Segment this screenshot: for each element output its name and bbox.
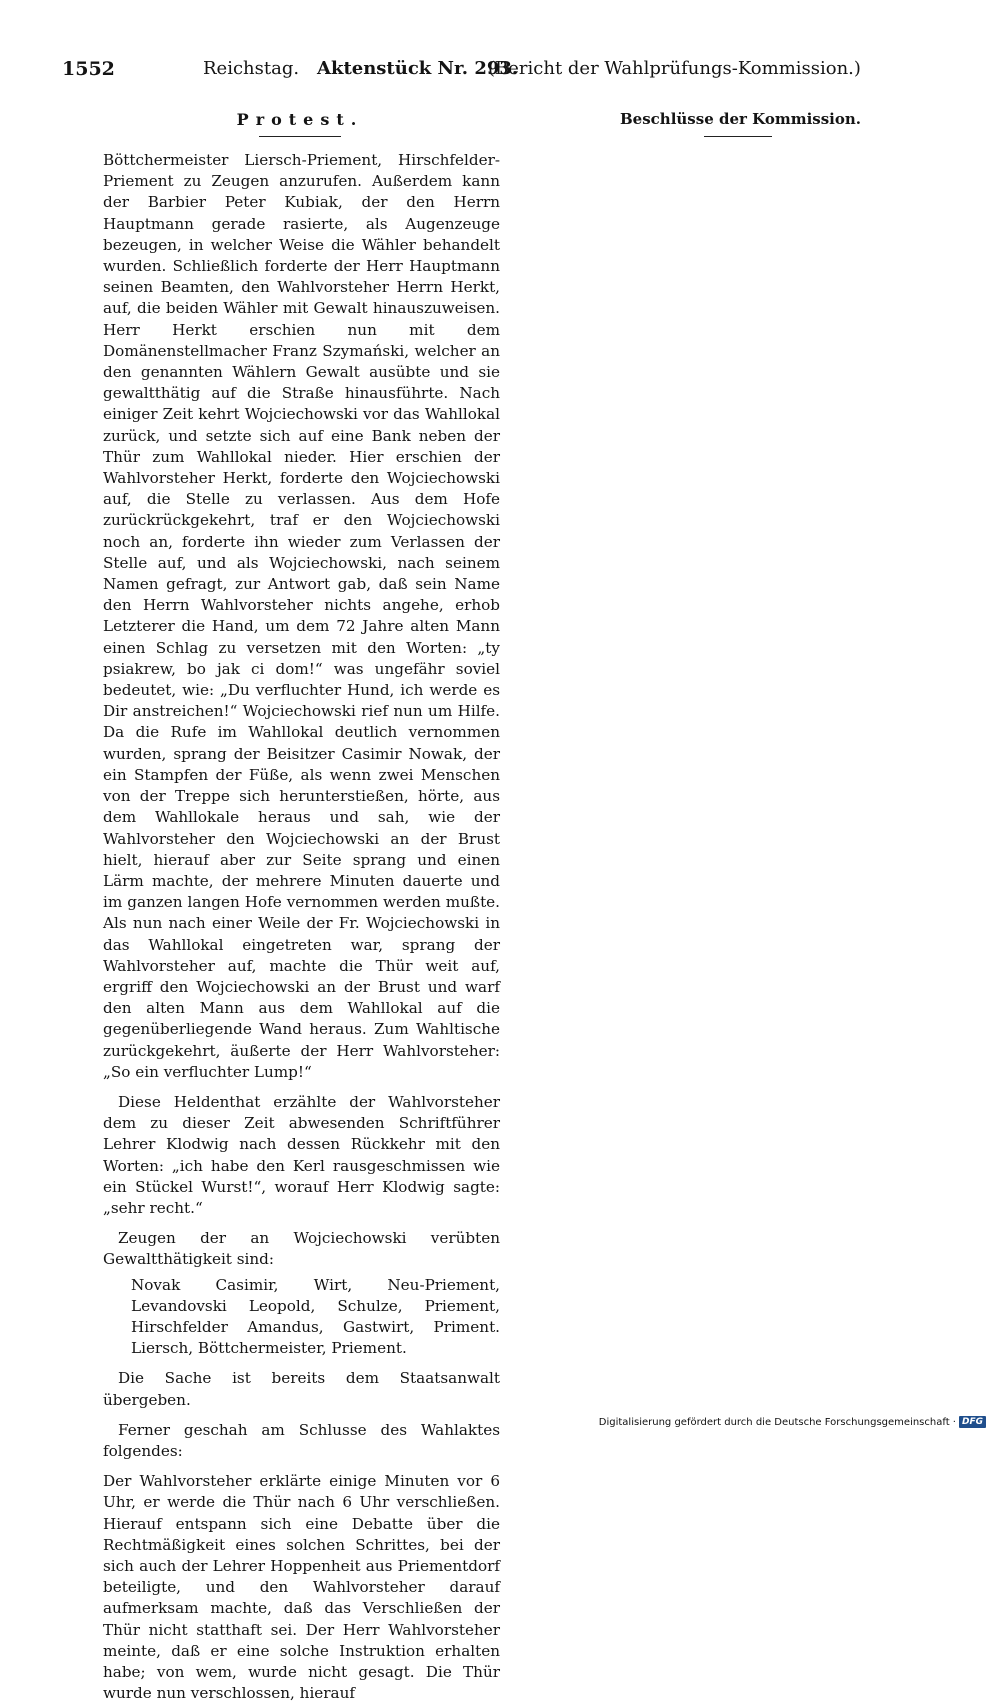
left-title-rule xyxy=(259,136,341,137)
dfg-logo: DFG xyxy=(959,1416,986,1428)
digitization-footer xyxy=(599,1416,986,1428)
footer-text: Digitalisierung gefördert durch die Deutsche Forschungsgemeinschaft · xyxy=(598,1416,956,1428)
next-section-heading: Ferner geschah am Schlusse des Wahlaktes folgendes: xyxy=(103,1420,500,1460)
protest-paragraph-1: Böttchermeister Liersch-Priement, Hirschfelder-Priement zu Zeugen anzurufen. Außerdem kann der Barbier Peter Kubiak, der den Herrn Hauptmann gerade rasierte, als Augenzeuge bezeugen, in welcher Weise die Wähler behandelt wurden. Schließlich forderte der Herr Hauptmann seinen Beamten, den Wahlvorsteher Herrn Herkt, auf, die beiden Wähler mit Gewalt hinauszuweisen. Herr Herkt erschien nun mit dem Domänenstellmacher Franz Szymański, welcher an den genannten Wählern Gewalt ausübte und sie gewaltthätig auf die Straße hinausführte. Nach einiger Zeit kehrt Wojciechowski vor das Wahllokal zurück, und setzte sich auf eine Bank neben der Thür zum Wahllokal nieder. Hier erschien der Wahlvorsteher Herkt, forderte den Wojciechowski auf, die Stelle zu verlassen. Aus dem Hofe zurückrückgekehrt, traf er den Wojciechowski noch an, forderte ihn wieder zum Verlassen der Stelle auf, und als Wojciechowski, nach seinem Namen gefragt, zur Antwort gab, daß sein Name den Herrn Wahlvorsteher nichts angehe, erhob Letzterer die Hand, um dem 72 Jahre alten Mann einen Schlag zu versetzen mit den Worten: „ty psiakrew, bo jak ci dom!“ was ungefähr soviel bedeutet, wie: „Du verfluchter Hund, ich werde es Dir anstreichen!“ Wojciechowski rief nun um Hilfe. Da die Rufe im Wahllokal deutlich vernommen wurden, sprang der Beisitzer Casimir Nowak, der ein Stampfen der Füße, als wenn zwei Menschen von der Treppe sich herunterstießen, hörte, aus dem Wahllokale heraus und sah, wie der Wahlvorsteher den Wojciechowski an der Brust hielt, hierauf aber zur Seite sprang und einen Lärm machte, der mehrere Minuten dauerte und im ganzen langen Hofe vernommen werden mußte. Als nun nach einer Weile der Fr. Wojciechowski in das Wahllokal eingetreten war, sprang der Wahlvorsteher auf, machte die Thür weit auf, ergriff den Wojciechowski an der Brust und warf den alten Mann aus dem Wahllokal auf die gegenüberliegende Wand heraus. Zum Wahltische zurückgekehrt, äußerte der Herr Wahlvorsteher: „So ein verfluchter Lump!“ xyxy=(103,151,500,1081)
protest-column xyxy=(103,150,500,1704)
document-number: Aktenstück Nr. 293. xyxy=(317,58,519,79)
commission-title: (Bericht der Wahlprüfungs-Kommission.) xyxy=(488,58,861,79)
page-header xyxy=(62,58,861,88)
closing-paragraph: Der Wahlvorsteher erklärte einige Minuten vor 6 Uhr, er werde die Thür nach 6 Uhr verschließen. Hierauf entspann sich eine Debatte über die Rechtmäßigkeit eines solchen Schrittes, bei der sich auch der Lehrer Hoppenheit aus Priementdorf beteiligte, und den Wahlvorsteher darauf aufmerksam machte, daß das Verschließen der Thür nicht statthaft sei. Der Herr Wahlvorsteher meinte, daß er eine solche Instruktion erhalten habe; von wem, wurde nicht gesagt. Die Thür wurde nun verschlossen, hierauf xyxy=(103,1472,500,1703)
prosecutor-note: Die Sache ist bereits dem Staatsanwalt übergeben. xyxy=(103,1369,500,1409)
left-column-title: Protest. xyxy=(236,110,364,129)
witness-list: Novak Casimir, Wirt, Neu-Priement, Levandovski Leopold, Schulze, Priement, Hirschfelder Amandus, Gastwirt, Priment. Liersch, Böttchermeister, Priement. xyxy=(131,1275,500,1358)
right-column-title: Beschlüsse der Kommission. xyxy=(620,110,861,128)
right-title-rule xyxy=(704,136,772,137)
page-number: 1552 xyxy=(62,58,115,80)
running-title: Reichstag. xyxy=(203,58,300,79)
protest-paragraph-2: Diese Heldenthat erzählte der Wahlvorsteher dem zu dieser Zeit abwesenden Schriftführer Lehrer Klodwig nach dessen Rückkehr mit den Worten: „ich habe den Kerl rausgeschmissen wie ein Stückel Wurst!“, worauf Herr Klodwig sagte: „sehr recht.“ xyxy=(103,1092,500,1217)
protest-paragraph-3: Zeugen der an Wojciechowski verübten Gewaltthätigkeit sind: xyxy=(103,1229,500,1269)
